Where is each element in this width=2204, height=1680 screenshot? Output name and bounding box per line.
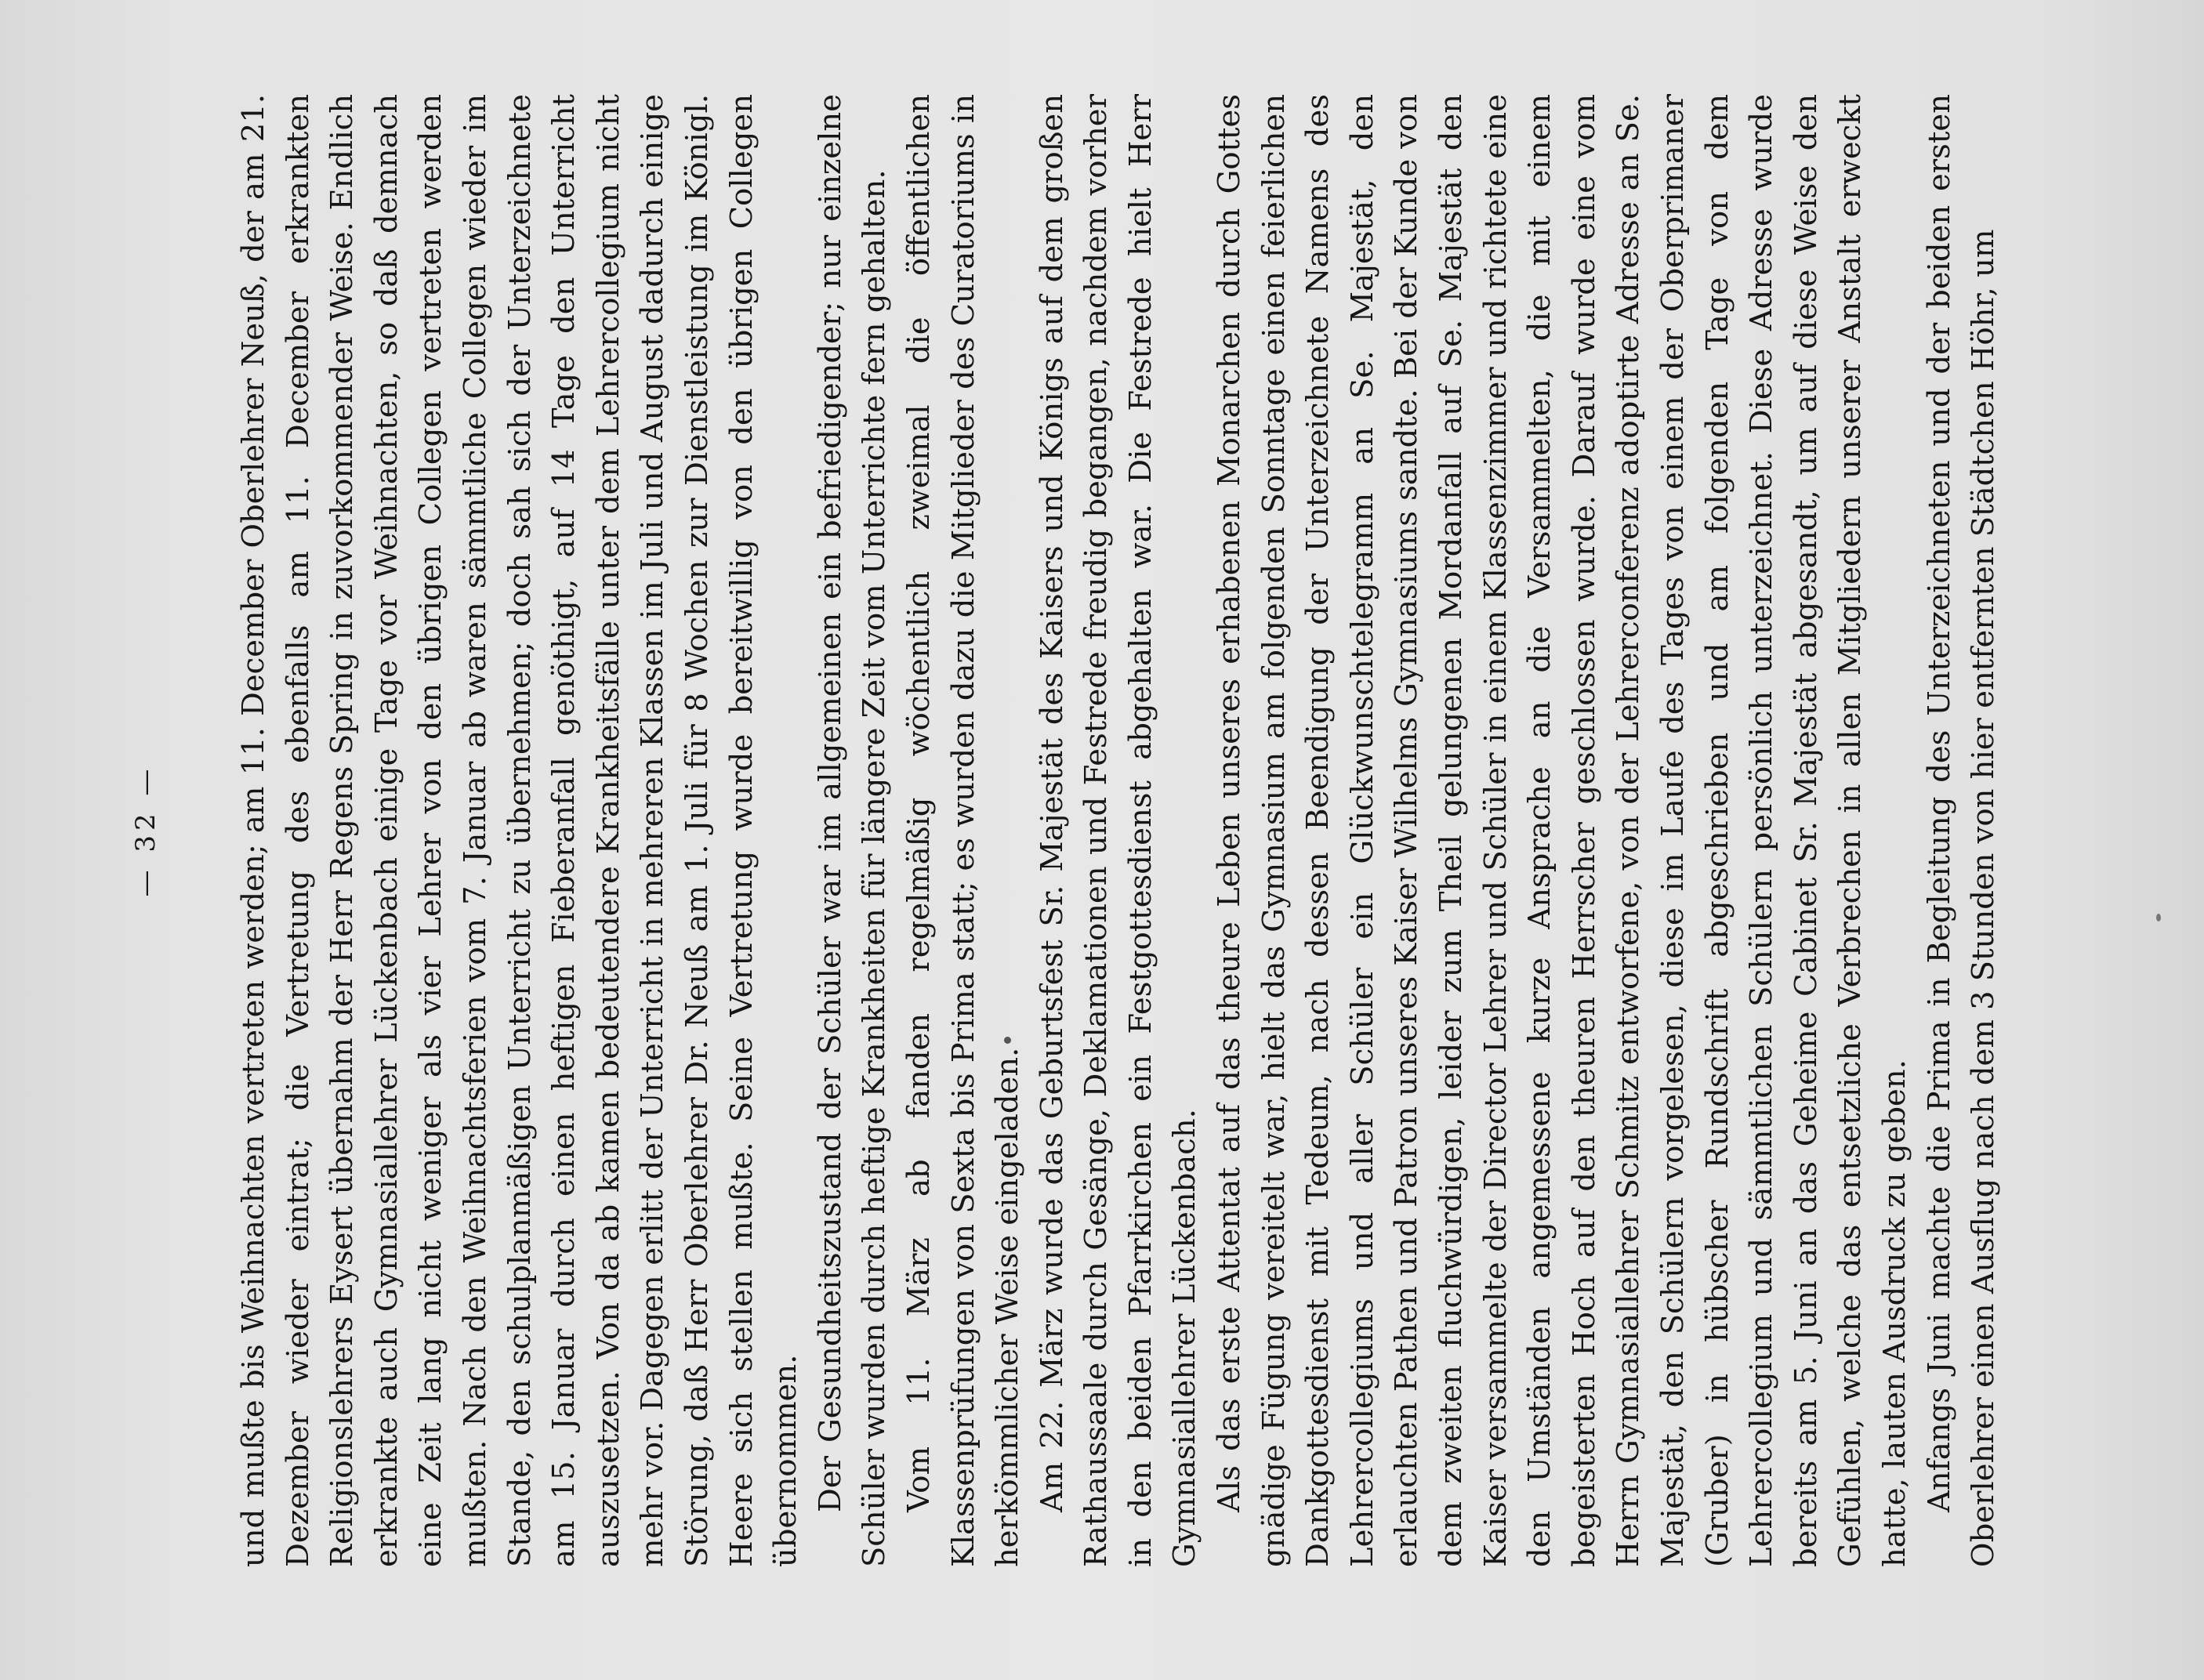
rotated-book-page: [114, 71, 2002, 1591]
paragraph-class-exams: Vom 11. März ab fanden regelmäßig wöchentlich zweimal die öffentlichen Klassenprüfungen von Sexta bis Prima statt; es wurden dazu die Mitglieder des Curatoriums in herkömmlicher Weise eingeladen.: [901, 94, 1026, 1567]
scan-dust-speck: [2156, 914, 2161, 921]
paragraph-student-health: Der Gesundheitszustand der Schüler war im allgemeinen ein befriedigender; nur einzelne Schüler wurden durch heftige Krankheiten für längere Zeit vom Unterrichte fern gehalten.: [812, 94, 893, 1567]
page-number: — 32 —: [130, 764, 161, 897]
scan-dust-speck: [1004, 1037, 1011, 1044]
body-text: [232, 94, 2002, 1567]
paragraph-assassination-attempt: Als das erste Attentat auf das theure Leben unseres erhabenen Monarchen durch Gottes gnädige Fügung vereitelt war, hielt das Gymnasium am folgenden Sonntage einen feierlichen Dankgottesdienst mit Tedeum, nach dessen Beendigung der Unterzeichnete Namens des Lehrercollegiums und aller Schüler ein Glückwunschtelegramm an Se. Majestät, den erlauchten Pathen und Patron unseres Kaiser Wilhelms Gymnasiums sandte. Bei der Kunde von dem zweiten fluchwürdigen, leider zum Theil gelungenen Mordanfall auf Se. Majestät den Kaiser versammelte der Director Lehrer und Schüler in einem Klassenzimmer und richtete eine den Umständen angemessene kurze Ansprache an die Versammelten, die mit einem begeisterten Hoch auf den theuren Herrscher geschlossen wurde. Darauf wurde eine vom Herrn Gymnasiallehrer Schmitz entworfene, von der Lehrerconferenz adoptirte Adresse an Se. Majestät, den Schülern vorgelesen, diese im Laufe des Tages von einem der Oberprimaner (Gruber) in hübscher Rundschrift abgeschrieben und am folgenden Tage von dem Lehrercollegium und sämmtlichen Schülern persönlich unterzeichnet. Diese Adresse wurde bereits am 5. Juni an das Geheime Cabinet Sr. Majestät abgesandt, um auf diese Weise den Gefühlen, welche das entsetzliche Verbrechen in allen Mitgliedern unserer Anstalt erweckt hatte, lauten Ausdruck zu geben.: [1212, 94, 1912, 1567]
paragraph-excursion: Anfangs Juni machte die Prima in Begleitung des Unterzeichneten und der beiden ersten Oberlehrer einen Ausflug nach dem 3 Stunden von hier entfernten Städtchen Höhr, um: [1921, 94, 2002, 1567]
paragraph-emperor-birthday: Am 22. März wurde das Geburtsfest Sr. Majestät des Kaisers und Königs auf dem großen Rathaussaale durch Gesänge, Deklamationen und Festrede freudig begangen, nachdem vorher in den beiden Pfarrkirchen ein Festgottesdienst abgehalten war. Die Festrede hielt Herr Gymnasiallehrer Lückenbach.: [1034, 94, 1203, 1567]
paragraph-staff-illness: und mußte bis Weihnachten vertreten werden; am 11. December Oberlehrer Neuß, der am 21. Dezember wieder eintrat; die Vertretung des ebenfalls am 11. December erkrankten Religionslehrers Eysert übernahm der Herr Regens Spring in zuvorkommender Weise. Endlich erkrankte auch Gymnasiallehrer Lückenbach einige Tage vor Weihnachten, so daß demnach eine Zeit lang nicht weniger als vier Lehrer von den übrigen Collegen vertreten werden mußten. Nach den Weihnachtsferien vom 7. Januar ab waren sämmtliche Collegen wieder im Stande, den schulplanmäßigen Unterricht zu übernehmen; doch sah sich der Unterzeichnete am 15. Januar durch einen heftigen Fieberanfall genöthigt, auf 14 Tage den Unterricht auszusetzen. Von da ab kamen bedeutendere Krankheitsfälle unter dem Lehrercollegium nicht mehr vor. Dagegen erlitt der Unterricht in mehreren Klassen im Juli und August dadurch einige Störung, daß Herr Oberlehrer Dr. Neuß am 1. Juli für 8 Wochen zur Dienstleistung im Königl. Heere sich stellen mußte. Seine Vertretung wurde bereitwillig von den übrigen Collegen übernommen.: [236, 94, 804, 1567]
